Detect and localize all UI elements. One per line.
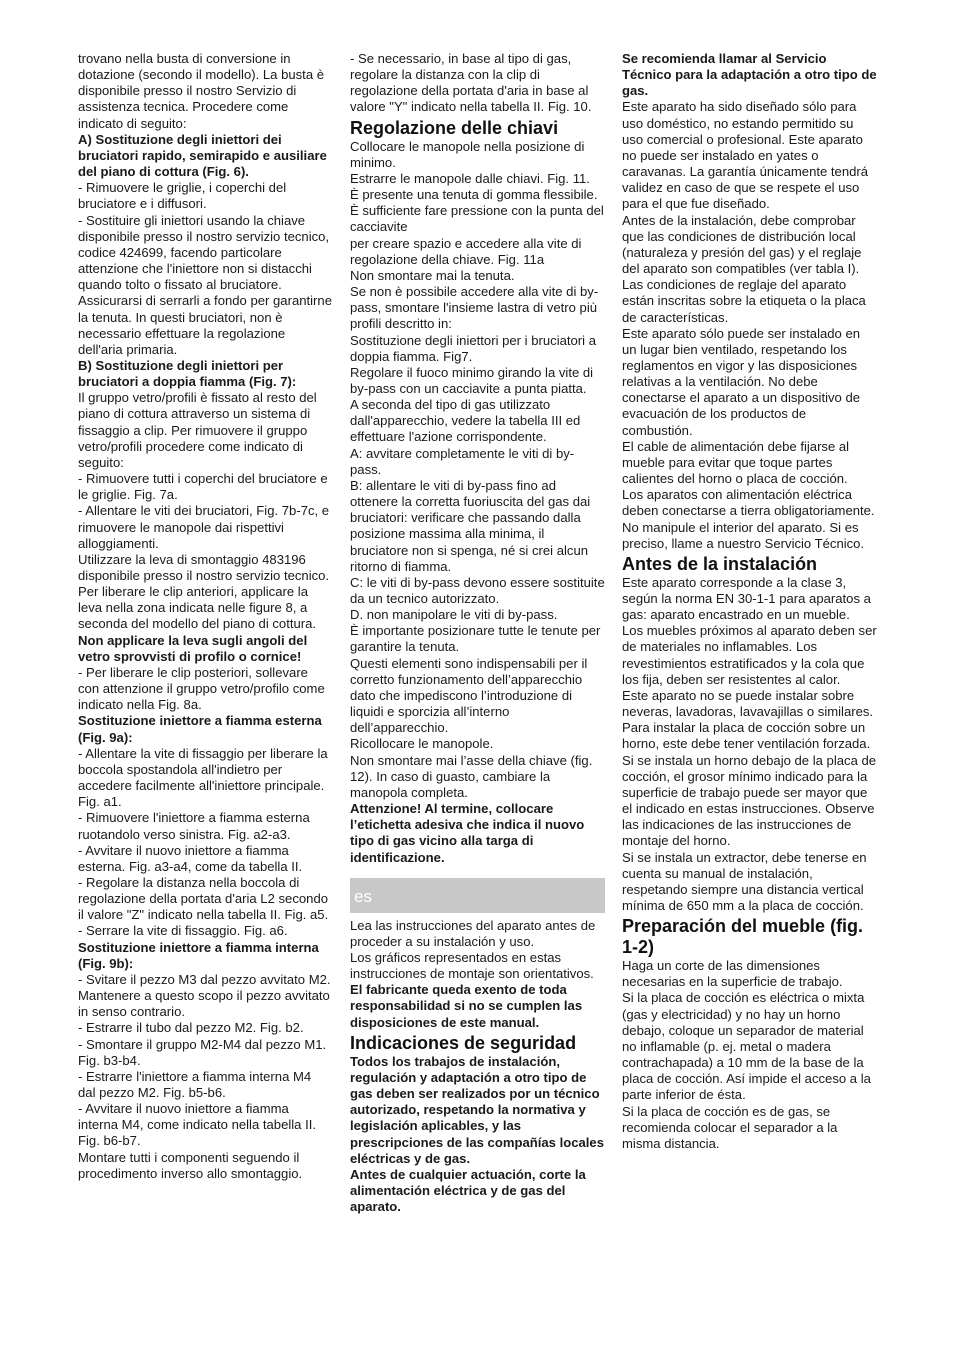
paragraph: Se non è possibile accedere alla vite di by-pass, smontare l'insieme lastra di vetro più profili descritto in:: [350, 284, 599, 332]
paragraph: Si se instala un extractor, debe tenerse en cuenta su manual de instalación, respetando siempre una distancia vertical mínima de 650 mm a la placa de cocción.: [622, 849, 867, 913]
paragraph: - Smontare il gruppo M2-M4 dal pezzo M1. Fig. b3-b4.: [78, 1036, 327, 1068]
paragraph: Los muebles próximos al aparato deben ser de materiales no inflamables. Los revestimientos estratificados y la cola que los fija, deben ser resistentes al calor.: [622, 623, 877, 687]
paragraph: Utilizzare la leva di smontaggio 483196 disponibile presso il nostro servizio tecnico. Per liberare le clip anteriori, applicare la leva nella zona indicata nelle figure 8, a seconda del modello del piano di cottura.: [78, 551, 330, 632]
column-2: [350, 51, 605, 1215]
paragraph: No manipule el interior del aparato. Si es preciso, llame a nuestro Servicio Técnico.: [622, 519, 865, 551]
bold-paragraph: Antes de cualquier actuación, corte la alimentación eléctrica y de gas del aparato.: [350, 1166, 586, 1215]
paragraph: D. non manipolare le viti di by-pass.: [350, 607, 558, 623]
paragraph: - Allentare la vite di fissaggio per liberare la boccola spostandola all'indietro per accedere facilmente all'iniettore principale. Fig. a1.: [78, 745, 328, 810]
paragraph: Este aparato sólo puede ser instalado en un lugar bien ventilado, respetando los reglamentos en vigor y las disposiciones relativas a la ventilación. No debe conectarse el aparato a un dispositivo de evacuación de los productos de combustión.: [622, 325, 861, 438]
section-heading: Antes de la instalación: [622, 553, 818, 574]
paragraph: A: avvitare completamente le viti di by-pass.: [350, 445, 575, 477]
paragraph: Sostituzione degli iniettori per i bruciatori a doppia fiamma. Fig7.: [350, 332, 597, 364]
paragraph: È presente una tenuta di gomma flessibile.: [350, 187, 598, 203]
paragraph: El cable de alimentación debe fijarse al mueble para evitar que toque partes calientes del horno o placa de cocción.: [622, 438, 850, 487]
section-heading: Indicaciones de seguridad: [350, 1032, 577, 1053]
paragraph: È importante posizionare tutte le tenute per garantire la tenuta.: [350, 623, 601, 655]
bold-paragraph: Non applicare la leva sugli angoli del vetro sprovvisti di profilo o cornice!: [78, 632, 308, 664]
paragraph: Assicurarsi di serrarli a fondo per garantirne la tenuta. In questi bruciatori, non è necessario effettuare la regolazione dell'aria primaria.: [78, 293, 332, 357]
bold-paragraph: El fabricante queda exento de toda responsabilidad si no se cumplen las disposiciones de este manual.: [350, 982, 583, 1030]
paragraph: Este aparato corresponde a la clase 3, según la norma EN 30-1-1 para aparatos a gas: aparato encastrado en un mueble.: [622, 574, 871, 623]
paragraph: Si la placa de cocción es eléctrica o mixta (gas y electricidad) y no hay un horno debajo, coloque un separador de material no inflamable (p. ej. metal o madera contrachapada) a 10 mm de la base de la placa de cocción. Así impide el acceso a la parte inferior de ésta.: [622, 990, 871, 1103]
paragraph: - Allentare le viti dei bruciatori, Fig. 7b-7c, e rimuovere le manopole dai rispettivi alloggiamenti.: [78, 503, 330, 551]
language-band: es: [350, 878, 605, 913]
paragraph: - Rimuovere l'iniettore a fiamma esterna ruotandolo verso sinistra. Fig. a2-a3.: [78, 810, 310, 842]
paragraph: per creare spazio e accedere alla vite di regolazione della chiave. Fig. 11a: [350, 235, 582, 267]
paragraph: Este aparato no se puede instalar sobre neveras, lavadoras, lavavajillas o similares.: [622, 687, 874, 720]
paragraph: Ricollocare le manopole.: [350, 736, 494, 752]
paragraph: trovano nella busta di conversione in dotazione (secondo il modello). La busta è disponibile presso il nostro Servizio di assistenza tecnica. Procedere come indicato di seguito:: [78, 51, 325, 131]
paragraph: - Regolare la distanza nella boccola di regolazione della portata d'aria L2 secondo il valore "Z" indicato nella tabella II. Fig. a5.: [78, 874, 329, 923]
paragraph: Non smontare mai la tenuta.: [350, 267, 515, 283]
paragraph: - Svitare il pezzo M3 dal pezzo avvitato M2. Mantenere a questo scopo il pezzo avvitato in senso contrario.: [78, 971, 331, 1020]
paragraph: - Sostituire gli iniettori usando la chiave disponibile presso il nostro servizio tecnico, codice 424699, facendo particolare attenzione che l'iniettore non si distacchi quando tolto o fissato al bruciatore.: [78, 212, 330, 293]
bold-paragraph: B) Sostituzione degli iniettori per bruciatori a doppia fiamma (Fig. 7):: [78, 357, 297, 390]
paragraph: B: allentare le viti di by-pass fino ad ottenere la corretta fuoriuscita del gas dai bruciatori: verificare che passando dalla posizione massima alla minima, il bruciatore non si spenga, né si crei alcun ritorno di fiamma.: [350, 477, 591, 574]
paragraph: - Rimuovere le griglie, i coperchi del bruciatore e i diffusori.: [78, 180, 287, 212]
paragraph: Si se instala un horno debajo de la placa de cocción, el grosor mínimo indicado para la superficie de trabajo puede ser mayor que el indicado en estas instrucciones. Observe las indicaciones de las instrucciones de montaje del horno.: [622, 752, 877, 849]
paragraph: Montare tutti i componenti seguendo il procedimento inverso allo smontaggio.: [78, 1149, 303, 1181]
paragraph: Non smontare mai l’asse della chiave (fig. 12). In caso di guasto, cambiare la manopola completa.: [350, 752, 593, 800]
column-1: [78, 51, 332, 1182]
paragraph: C: le viti di by-pass devono essere sostituite da un tecnico autorizzato.: [350, 574, 605, 606]
bold-paragraph: Sostituzione iniettore a fiamma esterna (Fig. 9a):: [78, 713, 322, 745]
paragraph: - Serrare la vite di fissaggio. Fig. a6.: [78, 923, 288, 939]
paragraph: Si la placa de cocción es de gas, se recomienda colocar el separador a la misma distancia.: [622, 1103, 838, 1151]
paragraph: Los gráficos representados en estas instrucciones de montaje son orientativos.: [350, 949, 594, 982]
paragraph: - Avvitare il nuovo iniettore a fiamma interna M4, come indicato nella tabella II. Fig. b6-b7.: [78, 1101, 317, 1149]
paragraph: - Estrarre il tubo dal pezzo M2. Fig. b2.: [78, 1020, 304, 1036]
section-heading: Preparación del mueble (fig. 1-2): [622, 916, 864, 958]
paragraph: Il gruppo vetro/profili è fissato al resto del piano di cottura attraverso un sistema di fissaggio a clip. Per rimuovere il gruppo vetro/profili procedere come indicato di seguito:: [78, 390, 317, 470]
paragraph: Este aparato ha sido diseñado sólo para uso doméstico, no estando permitido su uso comercial o profesional. Este aparato no puede ser instalado en yates o caravanas. La garantía únicamente tendrá validez en caso de que se respete el uso para el que fue diseñado.: [622, 99, 869, 212]
bold-paragraph: A) Sostituzione degli iniettori dei bruciatori rapido, semirapido e ausiliare del piano di cottura (Fig. 6).: [78, 131, 327, 180]
paragraph: - Avvitare il nuovo iniettore a fiamma esterna. Fig. a3-a4, come da tabella II.: [78, 842, 303, 874]
paragraph: Collocare le manopole nella posizione di minimo.: [350, 138, 585, 170]
paragraph: Haga un corte de las dimensiones necesarias en la superficie de trabajo.: [622, 958, 843, 990]
bold-paragraph: Sostituzione iniettore a fiamma interna (Fig. 9b):: [78, 939, 319, 971]
bold-paragraph: Todos los trabajos de instalación, regulación y adaptación a otro tipo de gas deben ser realizados por un técnico autorizado, respetando la normativa y legislación aplicables, y las prescripciones de las compañías locales eléctricas y de gas.: [350, 1053, 604, 1166]
paragraph: È sufficiente fare pressione con la punta del cacciavite: [350, 203, 604, 235]
paragraph: Questi elementi sono indispensabili per il corretto funzionamento dell’apparecchio dato che impediscono l’introduzione di liquidi e sporcizia all’interno dell’apparecchio.: [350, 655, 588, 736]
paragraph: A seconda del tipo di gas utilizzato dall'apparecchio, vedere la tabella III ed effettuare l'azione corrispondente.: [350, 397, 581, 445]
bold-paragraph: Se recomienda llamar al Servicio Técnico para la adaptación a otro tipo de gas.: [622, 51, 877, 99]
paragraph: Antes de la instalación, debe comprobar que las condiciones de distribución local (naturaleza y presión del gas) y el reglaje del aparato son compatibles (ver tabla I). Las condiciones de reglaje del aparato están inscritas sobre la etiqueta o la placa de características.: [622, 212, 866, 325]
paragraph: Los aparatos con alimentación eléctrica deben conectarse a tierra obligatoriamente.: [622, 487, 875, 519]
paragraph: - Rimuovere tutti i coperchi del bruciatore e le griglie. Fig. 7a.: [78, 471, 328, 503]
paragraph: - Estrarre l'iniettore a fiamma interna M4 dal pezzo M2. Fig. b5-b6.: [78, 1068, 312, 1100]
column-3: [622, 51, 878, 1152]
paragraph: Para instalar la placa de cocción sobre un horno, este debe tener ventilación forzada.: [622, 720, 871, 752]
paragraph: Estrarre le manopole dalle chiavi. Fig. 11.: [350, 170, 590, 186]
paragraph: Regolare il fuoco minimo girando la vite di by-pass con un cacciavite a punta piatta.: [350, 364, 594, 396]
bold-paragraph: Attenzione! Al termine, collocare l’etichetta adesiva che indica il nuovo tipo di gas vicino alla targa di identificazione.: [350, 801, 585, 865]
paragraph: - Per liberare le clip posteriori, sollevare con attenzione il gruppo vetro/profilo come indicato nella Fig. 8a.: [78, 664, 325, 713]
paragraph: - Se necessario, in base al tipo di gas, regolare la distanza con la clip di regolazione della portata d'aria in base al valore "Y" indicato nella tabella II. Fig. 10.: [350, 51, 592, 115]
section-heading: Regolazione delle chiavi: [350, 117, 559, 138]
paragraph: Lea las instrucciones del aparato antes de proceder a su instalación y uso.: [350, 917, 596, 949]
